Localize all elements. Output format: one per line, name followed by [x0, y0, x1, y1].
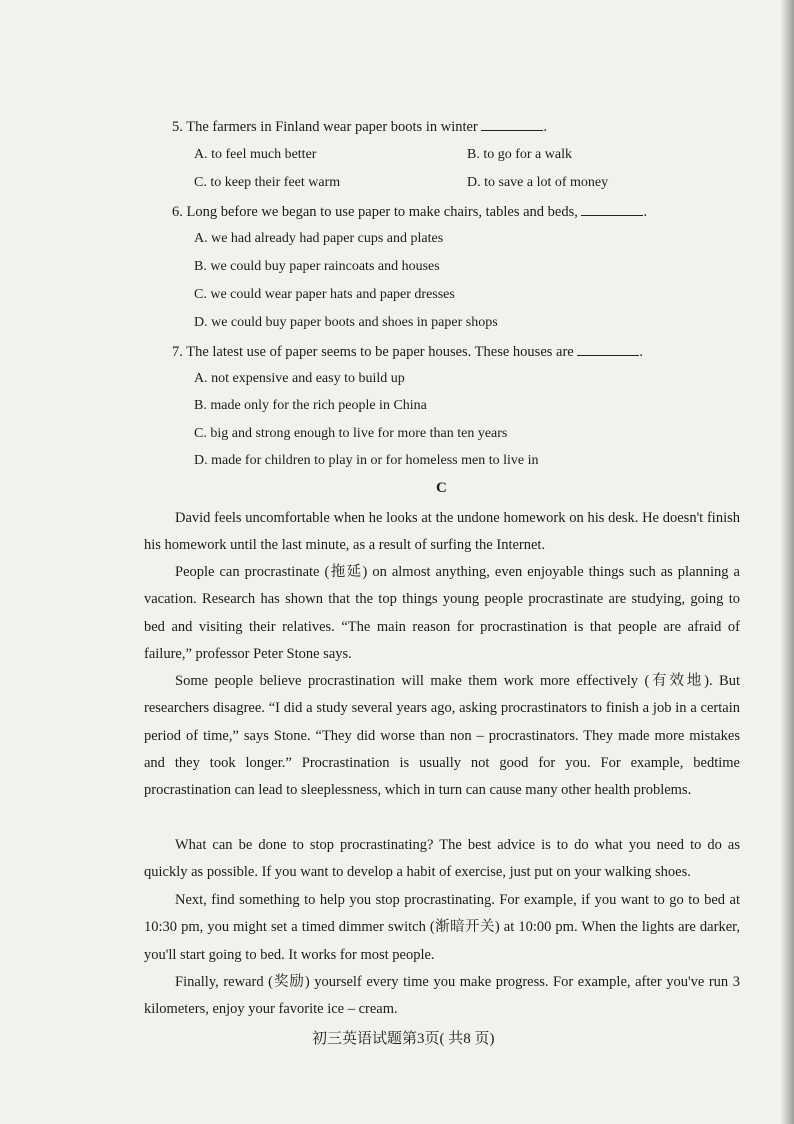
option-b: B. we could buy paper raincoats and houses [194, 259, 440, 274]
passage-paragraph-1 [144, 505, 740, 560]
option-a: A. not expensive and easy to build up [194, 371, 405, 386]
question-5 [172, 118, 547, 136]
passage-paragraph-4 [144, 832, 740, 887]
paragraph-text: Some people believe procrastination will make them work more effectively (有效地). But researchers disagree. “I did a study several years ago, asking procrastinators to finish a job in a certain period of time,” says Stone. “They did worse than non – procrastinators. They made more mistakes and they took longer.” Procrastination is usually not good for you. For example, bedtime procrastination can lead to sleeplessness, which in turn can cause many other health problems. [144, 673, 740, 799]
paragraph-text: What can be done to stop procrastinating? The best advice is to do what you need to do as quickly as possible. If you want to develop a habit of exercise, just put on your walking shoes. [144, 837, 740, 881]
paragraph-text: Finally, reward (奖励) yourself every time you make progress. For example, after you've run 3 kilometers, enjoy your favorite ice – cream. [144, 974, 740, 1018]
scan-shadow-edge [780, 0, 794, 1124]
option-d: D. to save a lot of money [467, 175, 609, 190]
question-7 [172, 343, 643, 361]
option-c: C. we could wear paper hats and paper dresses [194, 287, 455, 302]
passage-paragraph-6 [144, 969, 740, 1024]
question-end: . [543, 119, 548, 135]
answer-blank [581, 203, 643, 216]
answer-blank [577, 343, 639, 356]
section-heading: C [436, 480, 447, 496]
question-end: . [639, 344, 643, 360]
passage-paragraph-2 [144, 559, 740, 668]
page-footer: 初三英语试题第3页( 共8 页) [312, 1031, 495, 1047]
option-b: B. made only for the rich people in China [194, 398, 427, 413]
option-a: A. we had already had paper cups and plates [194, 231, 444, 246]
question-stem: 6. Long before we began to use paper to make chairs, tables and beds, [172, 204, 578, 220]
option-b: B. to go for a walk [467, 147, 572, 162]
option-d: D. made for children to play in or for homeless men to live in [194, 453, 539, 468]
option-d: D. we could buy paper boots and shoes in paper shops [194, 315, 498, 330]
passage-paragraph-3 [144, 668, 740, 804]
answer-blank [481, 118, 543, 131]
question-stem: 5. The farmers in Finland wear paper boots in winter [172, 119, 478, 135]
question-6 [172, 203, 647, 221]
option-c: C. big and strong enough to live for more than ten years [194, 426, 508, 441]
option-a: A. to feel much better [194, 147, 317, 162]
paragraph-text: People can procrastinate (拖延) on almost anything, even enjoyable things such as planning a vacation. Research has shown that the top things young people procrastinate are studying, going to bed and visiting their relatives. “The main reason for procrastination is that people are afraid of failure,” professor Peter Stone says. [144, 564, 740, 662]
question-end: . [643, 204, 648, 220]
option-c: C. to keep their feet warm [194, 175, 341, 190]
question-stem: 7. The latest use of paper seems to be paper houses. These houses are [172, 344, 574, 360]
paragraph-text: Next, find something to help you stop procrastinating. For example, if you want to go to bed at 10:30 pm, you might set a timed dimmer switch (渐暗开关) at 10:00 pm. When the lights are darker, you'll start going to bed. It works for most people. [144, 892, 740, 963]
paragraph-text: David feels uncomfortable when he looks at the undone homework on his desk. He doesn't finish his homework until the last minute, as a result of surfing the Internet. [144, 510, 740, 554]
passage-paragraph-5 [144, 887, 740, 969]
